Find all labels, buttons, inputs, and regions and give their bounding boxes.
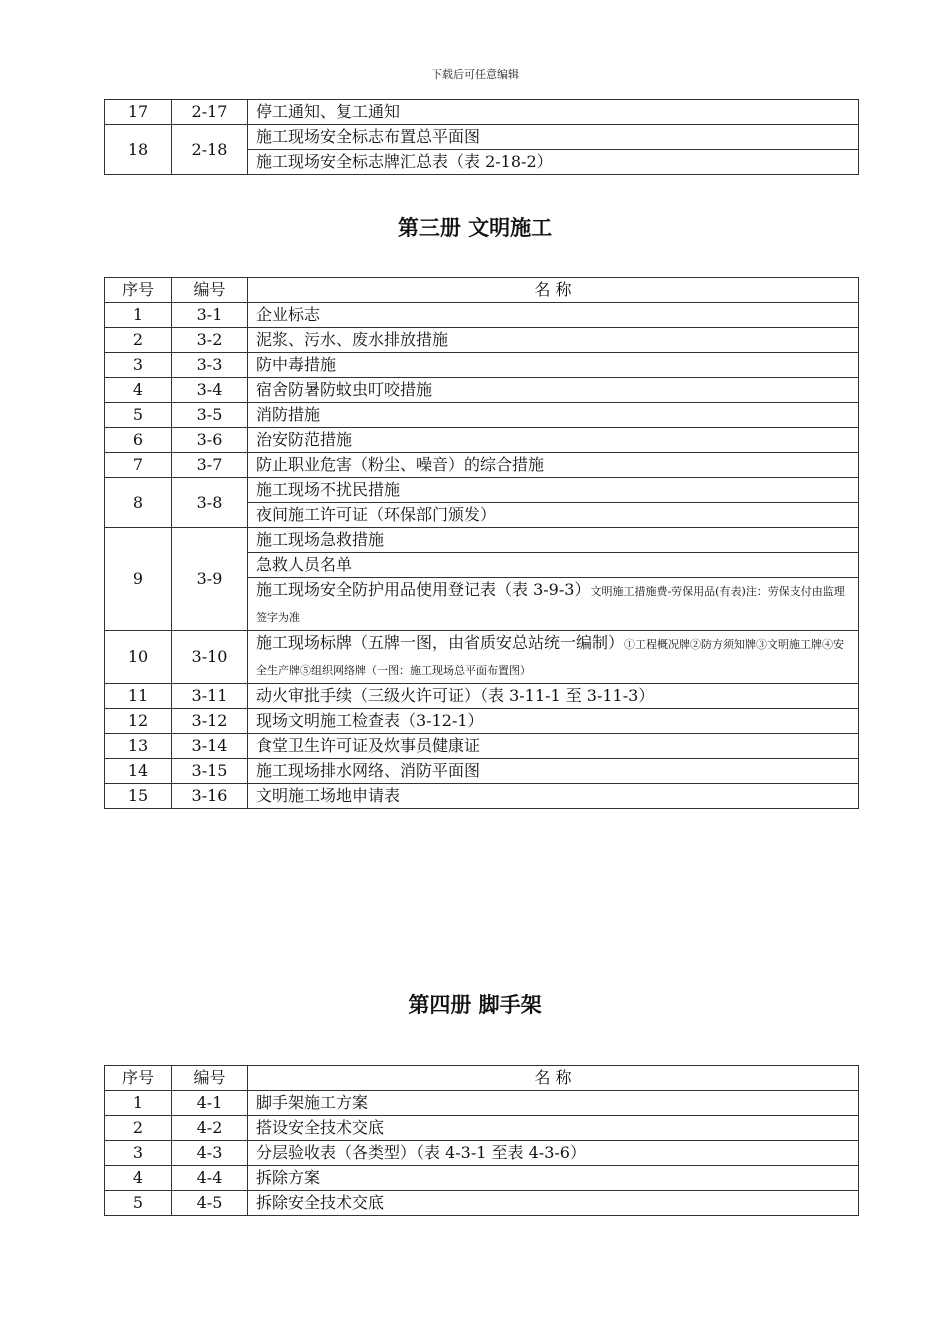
row-no: 4: [105, 378, 172, 403]
row-no: 5: [105, 1191, 172, 1216]
row-no: 12: [105, 709, 172, 734]
row-name-with-note: [248, 631, 859, 684]
table-row: [105, 684, 859, 709]
row-code: 3-1: [172, 303, 248, 328]
row-name: 搭设安全技术交底: [248, 1116, 859, 1141]
table-row: [105, 631, 859, 684]
table-row: [105, 528, 859, 553]
row-no: 9: [105, 528, 172, 631]
row-name: 施工现场急救措施: [248, 528, 859, 553]
row-name: 防止职业危害（粉尘、噪音）的综合措施: [248, 453, 859, 478]
row-code: 3-2: [172, 328, 248, 353]
table-row: [105, 303, 859, 328]
row-code: 3-10: [172, 631, 248, 684]
row-no: 6: [105, 428, 172, 453]
row-name: 施工现场安全标志布置总平面图: [248, 125, 859, 150]
row-code: 4-5: [172, 1191, 248, 1216]
table-header-row: [105, 1066, 859, 1091]
row-no: 14: [105, 759, 172, 784]
row-no: 10: [105, 631, 172, 684]
row-name-main: 施工现场标牌（五牌一图，由省质安总站统一编制）: [256, 633, 625, 652]
row-code: 4-2: [172, 1116, 248, 1141]
row-code: 3-3: [172, 353, 248, 378]
row-name: 施工现场排水网络、消防平面图: [248, 759, 859, 784]
table-row: [105, 378, 859, 403]
row-name-main: 施工现场安全防护用品使用登记表（表 3-9-3）: [256, 580, 591, 599]
header-name: 名 称: [248, 1066, 859, 1091]
row-name: 急救人员名单: [248, 553, 859, 578]
table-row: [105, 353, 859, 378]
row-no: 5: [105, 403, 172, 428]
row-code: 3-4: [172, 378, 248, 403]
row-code: 3-12: [172, 709, 248, 734]
row-no: 4: [105, 1166, 172, 1191]
row-no: 2: [105, 328, 172, 353]
row-name: 宿舍防暑防蚊虫叮咬措施: [248, 378, 859, 403]
row-no: 2: [105, 1116, 172, 1141]
table-row: [105, 1091, 859, 1116]
row-name: 现场文明施工检查表（3-12-1）: [248, 709, 859, 734]
row-code: 3-5: [172, 403, 248, 428]
row-code: 4-3: [172, 1141, 248, 1166]
header-code: 编号: [172, 278, 248, 303]
table-row: [105, 453, 859, 478]
table-row: [105, 328, 859, 353]
table-row: [105, 403, 859, 428]
table-row: [105, 1166, 859, 1191]
header-code: 编号: [172, 1066, 248, 1091]
row-name: 停工通知、复工通知: [248, 100, 859, 125]
table-row: [105, 1141, 859, 1166]
table-section3: [104, 277, 859, 809]
row-code: 4-1: [172, 1091, 248, 1116]
row-name-with-note: [248, 578, 859, 631]
row-name: 防中毒措施: [248, 353, 859, 378]
row-code: 3-8: [172, 478, 248, 528]
row-code: 2-17: [172, 100, 248, 125]
row-name: 泥浆、污水、废水排放措施: [248, 328, 859, 353]
header-no: 序号: [105, 278, 172, 303]
row-name-note: 文明施工措施费-劳保用品(有表)注：劳保支付由监理签字为准: [256, 585, 845, 624]
row-no: 18: [105, 125, 172, 175]
row-name: 拆除安全技术交底: [248, 1191, 859, 1216]
row-code: 2-18: [172, 125, 248, 175]
table-row: [105, 100, 859, 125]
row-no: 1: [105, 1091, 172, 1116]
row-no: 11: [105, 684, 172, 709]
row-name: 食堂卫生许可证及炊事员健康证: [248, 734, 859, 759]
table-row: [105, 1116, 859, 1141]
row-name: 分层验收表（各类型）（表 4-3-1 至表 4-3-6）: [248, 1141, 859, 1166]
row-code: 3-9: [172, 528, 248, 631]
row-name: 夜间施工许可证（环保部门颁发）: [248, 503, 859, 528]
table-row: [105, 784, 859, 809]
row-no: 7: [105, 453, 172, 478]
row-name: 消防措施: [248, 403, 859, 428]
row-code: 4-4: [172, 1166, 248, 1191]
row-name-note: ①工程概况牌②防方须知牌③文明施工牌④安全生产牌⑤组织网络牌（一图：施工现场总平面布置图）: [256, 638, 845, 677]
header-note: 下载后可任意编辑: [431, 68, 519, 81]
row-name: 动火审批手续（三级火许可证）（表 3-11-1 至 3-11-3）: [248, 684, 859, 709]
table-row: [105, 1191, 859, 1216]
row-no: 13: [105, 734, 172, 759]
row-name: 施工现场安全标志牌汇总表（表 2-18-2）: [248, 150, 859, 175]
table-row: [105, 759, 859, 784]
row-no: 3: [105, 353, 172, 378]
table-row: [105, 734, 859, 759]
row-no: 17: [105, 100, 172, 125]
row-name: 企业标志: [248, 303, 859, 328]
table-row: [105, 125, 859, 150]
row-name: 脚手架施工方案: [248, 1091, 859, 1116]
row-name: 治安防范措施: [248, 428, 859, 453]
section4-title: 第四册 脚手架: [408, 993, 542, 1017]
table-header-row: [105, 278, 859, 303]
row-code: 3-14: [172, 734, 248, 759]
row-no: 8: [105, 478, 172, 528]
table-row: [105, 478, 859, 503]
row-name: 拆除方案: [248, 1166, 859, 1191]
header-no: 序号: [105, 1066, 172, 1091]
row-name: 文明施工场地申请表: [248, 784, 859, 809]
row-code: 3-7: [172, 453, 248, 478]
row-name: 施工现场不扰民措施: [248, 478, 859, 503]
table-row: [105, 709, 859, 734]
row-code: 3-11: [172, 684, 248, 709]
row-code: 3-15: [172, 759, 248, 784]
table-row: [105, 428, 859, 453]
row-no: 3: [105, 1141, 172, 1166]
table-section2-continued: [104, 99, 859, 175]
section3-title: 第三册 文明施工: [397, 216, 553, 240]
row-no: 1: [105, 303, 172, 328]
row-code: 3-16: [172, 784, 248, 809]
table-section4: [104, 1065, 859, 1216]
header-name: 名 称: [248, 278, 859, 303]
row-no: 15: [105, 784, 172, 809]
row-code: 3-6: [172, 428, 248, 453]
